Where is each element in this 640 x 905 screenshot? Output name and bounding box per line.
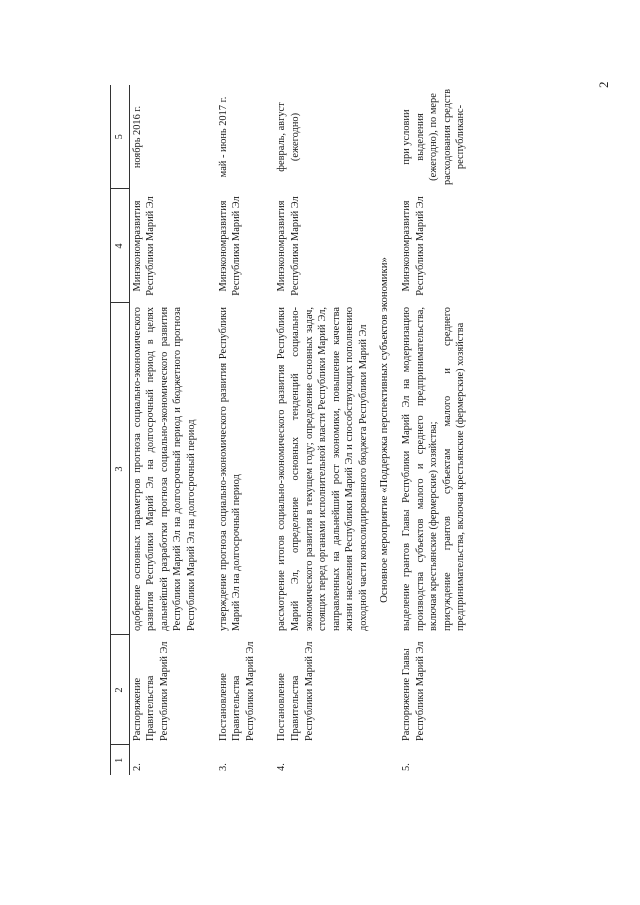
row-document-type: Распоряжение Главы Республики Марий Эл [401,641,426,741]
rotated-table-page [110,85,580,775]
measures-table [110,85,469,775]
section-title: Основное мероприятие «Поддержка перспективных субъектов экономики» [377,257,390,603]
row-document-type: Распоряжение Правительства Республики Марий Эл [131,641,170,741]
header-cell-3: 3 [111,303,130,635]
row-executor: Минэкономразвития Республики Марий Эл [131,196,157,296]
row-executor: Минэкономразвития Республики Марий Эл [276,196,301,296]
table-row [274,85,371,775]
row-executor: Минэкономразвития Республики Марий Эл [401,196,426,296]
row-content: одобрение основных параметров прогноза социально-экономического развития Республики Марий Эл на долгосрочный период в целях дальнейшей разработки прогноза социально-экономического развития Республики Марий Эл на долгосрочный период и бюджетного прогноза Республики Марий Эл на долгосрочный период [131,307,197,631]
row-term: ноябрь 2016 г. [131,105,143,169]
row-content: рассмотрение итогов социально-экономического развития Республики Марий Эл, определение основных тенденций социально-экономического развития в текущем году; определение основных задач, стоящих перед органами исполнительной власти Республики Марий Эл, направленных на дальнейший рост экономики, повышение качества жизни населения Республики Марий Эл и способствующих пополнению доходной части консолидированного бюджета Республики Марий Эл [276,307,369,631]
section-title-row [372,85,400,775]
row-content [399,303,469,635]
header-cell-1: 1 [111,745,130,775]
table-header-row [111,85,130,775]
row-document-type: Постановление Правительства Республики Марий Эл [217,641,256,741]
header-cell-2: 2 [111,635,130,745]
row-number: 2. [131,763,143,771]
page-number: 2 [596,81,611,88]
table-row [399,85,469,775]
row-number: 5. [401,763,413,771]
row-executor: Минэкономразвития Республики Марий Эл [217,196,243,296]
row-document-type: Постановление Правительства Республики Марий Эл [276,641,315,741]
row-content-part-b: присуждение грантов субъектам малого и среднего предпринимательства, включая крестьянские (фермерские) хозяйства [441,307,467,631]
table-row [216,85,259,775]
table-row [129,85,199,775]
row-number: 3. [217,763,229,771]
row-term: май - июнь 2017 г. [217,96,229,178]
row-term: при условии выделения (ежегодно), по мере расходования средств республиканс- [401,89,467,185]
header-cell-5: 5 [111,85,130,189]
row-content-part-a: выделение грантов Главы Республики Марий Эл на модернизацию производства субъектов малого и среднего предпринимательства, включая крестьянские (фермерские) хозяйства; [401,307,440,631]
row-term: февраль, август (ежегодно) [276,102,301,172]
row-number: 4. [276,763,288,771]
header-cell-4: 4 [111,189,130,303]
row-content: утверждение прогноза социально-экономического развития Республики Марий Эл на долгосрочный период [217,307,243,631]
